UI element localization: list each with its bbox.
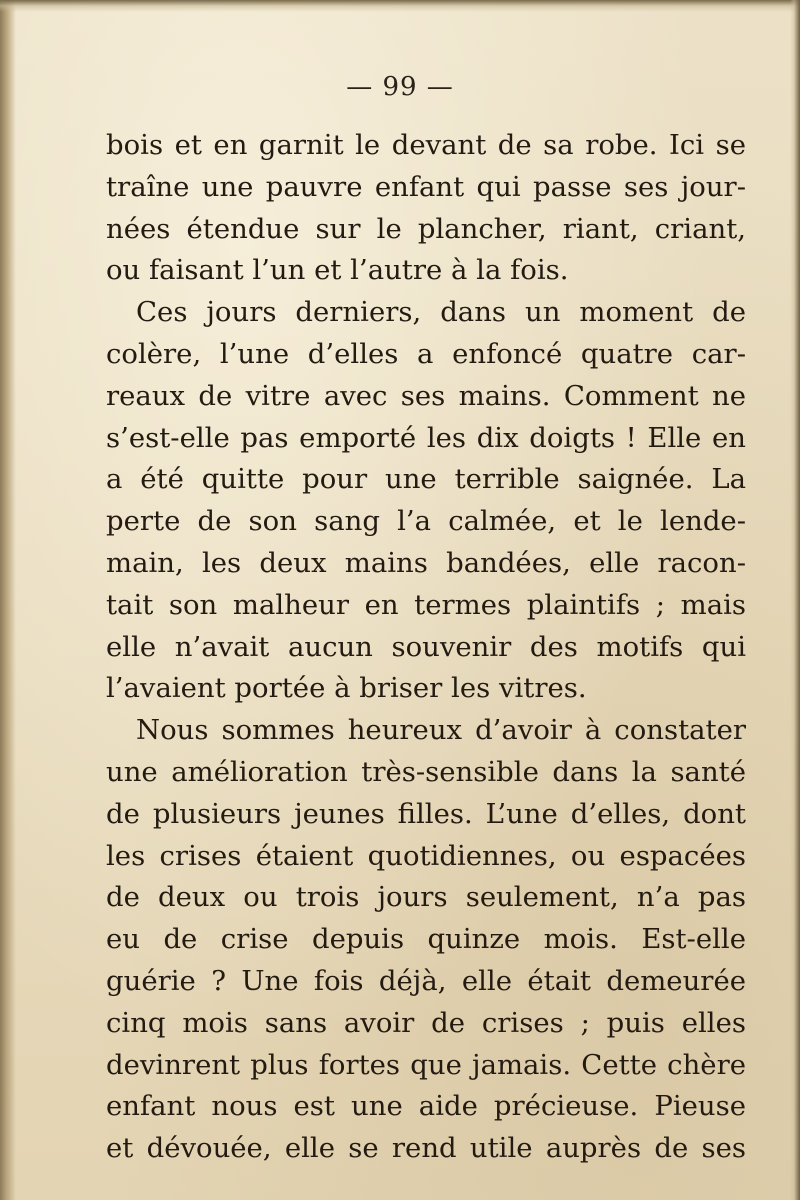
text-line: enfant nous est une aide précieuse. Pieuse bbox=[106, 1090, 746, 1123]
text-line: bois et en garnit le devant de sa robe. Ici se bbox=[106, 129, 746, 161]
text-line: eu de crise depuis quinze mois. Est-elle bbox=[106, 923, 746, 956]
page-top-edge bbox=[0, 0, 800, 12]
text-line: de deux ou trois jours seulement, n’a pas bbox=[106, 881, 746, 914]
text-line: l’avaient portée à briser les vitres. bbox=[106, 672, 587, 705]
text-line: s’est-elle pas emporté les dix doigts ! Elle en bbox=[106, 421, 746, 454]
text-line: et dévouée, elle se rend utile auprès de ses bbox=[106, 1132, 746, 1165]
page-binding-edge bbox=[0, 0, 16, 1200]
text-line: cinq mois sans avoir de crises ; puis elles bbox=[106, 1006, 746, 1039]
text-line: ou faisant l’un et l’autre à la fois. bbox=[106, 254, 569, 287]
text-line: guérie ? Une fois déjà, elle était demeurée bbox=[106, 964, 746, 997]
text-line: main, les deux mains bandées, elle racon- bbox=[106, 546, 746, 579]
text-line: colère, l’une d’elles a enfoncé quatre car- bbox=[106, 337, 746, 370]
text-line: nées étendue sur le plancher, riant, criant, bbox=[106, 212, 746, 245]
text-line: traîne une pauvre enfant qui passe ses jour- bbox=[106, 170, 746, 203]
text-line: a été quitte pour une terrible saignée. La bbox=[106, 463, 746, 496]
text-line: tait son malheur en termes plaintifs ; mais bbox=[106, 588, 746, 621]
page-right-edge bbox=[790, 0, 800, 1200]
body-text bbox=[106, 125, 746, 1170]
text-line: perte de son sang l’a calmée, et le lende- bbox=[106, 505, 746, 538]
page-number: — 99 — bbox=[346, 72, 454, 102]
text-line: reaux de vitre avec ses mains. Comment ne bbox=[106, 379, 746, 412]
text-line: elle n’avait aucun souvenir des motifs qui bbox=[106, 630, 746, 663]
text-line: de plusieurs jeunes filles. L’une d’elles, dont bbox=[106, 797, 746, 830]
text-line: devinrent plus fortes que jamais. Cette chère bbox=[106, 1048, 746, 1081]
text-line: les crises étaient quotidiennes, ou espacées bbox=[106, 839, 746, 872]
text-line: une amélioration très-sensible dans la santé bbox=[106, 755, 746, 788]
text-line: Ces jours derniers, dans un moment de bbox=[136, 296, 746, 329]
text-line: Nous sommes heureux d’avoir à constater bbox=[136, 714, 746, 747]
